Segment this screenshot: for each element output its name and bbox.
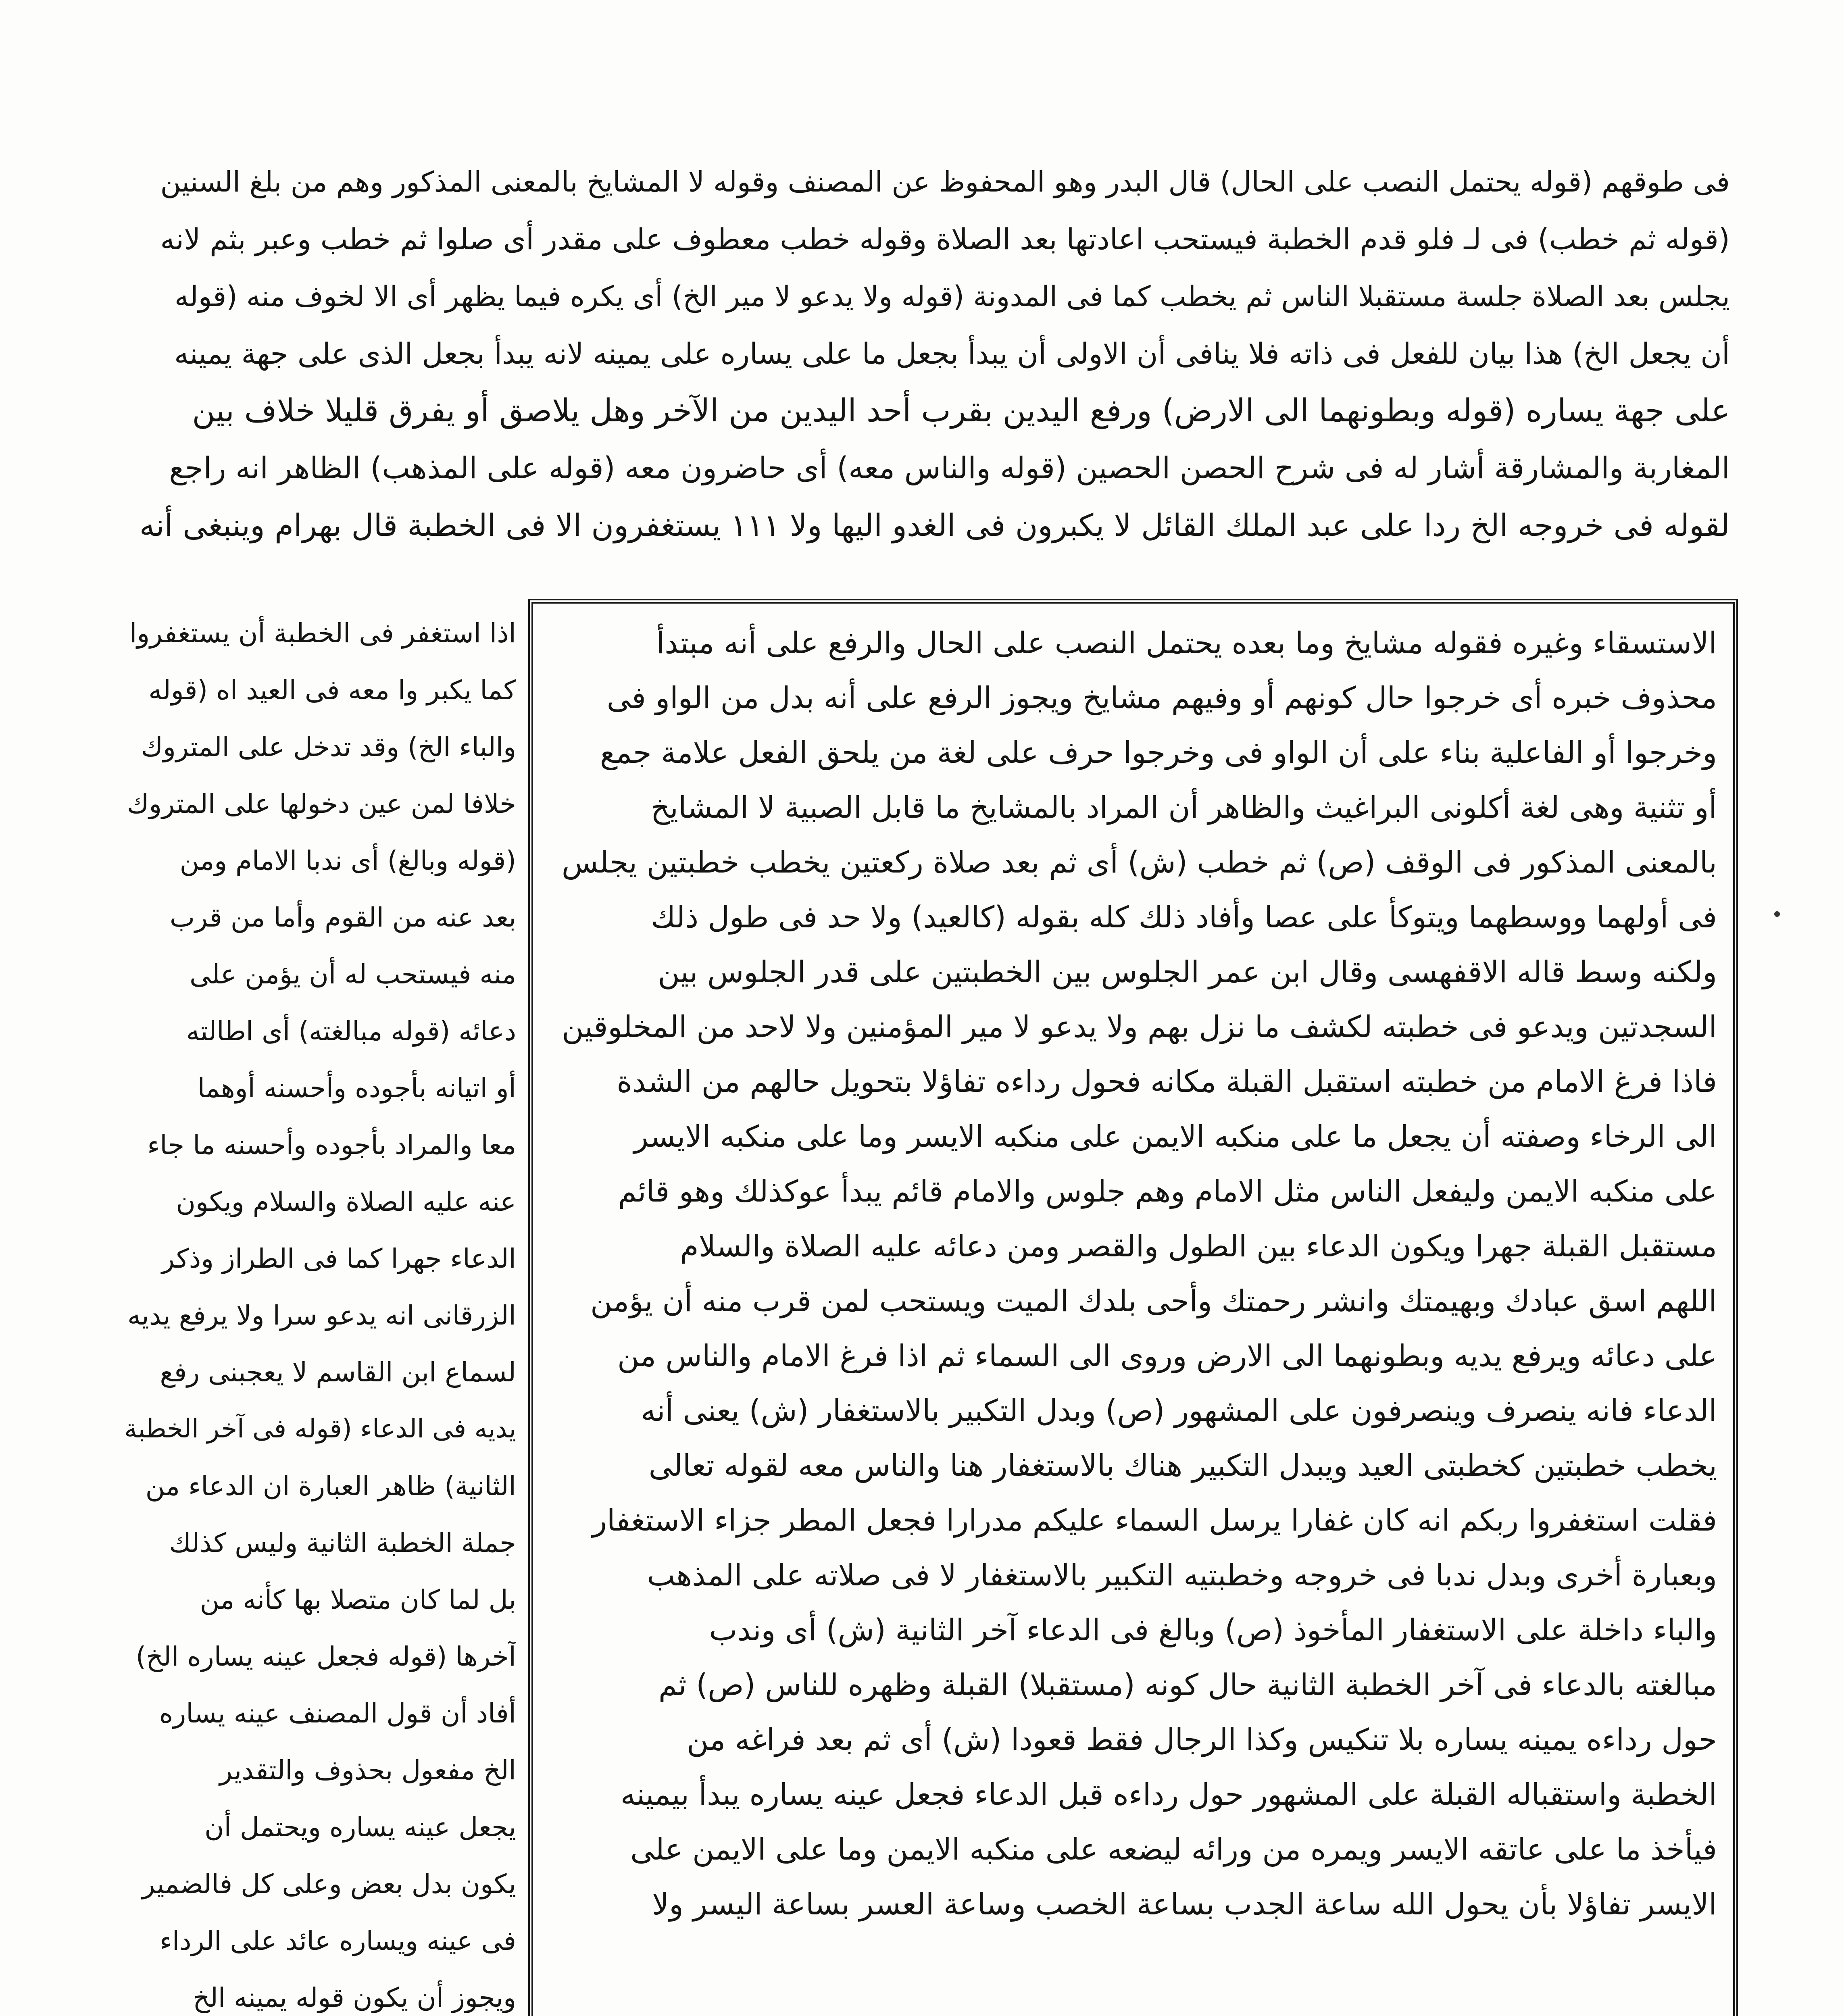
top-line-4: أن يجعل الخ) هذا بيان للفعل فى ذاته فلا ينافى أن الاولى أن يبدأ بجعل ما على يساره على يمينه لانه يبدأ بجعل الذى على جهة يمينه <box>174 337 1730 371</box>
main-line: وخرجوا أو الفاعلية بناء على أن الواو فى وخرجوا حرف على لغة من يلحق الفعل علامة جمع <box>600 735 1717 770</box>
main-line: فقلت استغفروا ربكم انه كان غفارا يرسل السماء عليكم مدرارا فجعل المطر جزاء الاستغفار <box>592 1503 1717 1538</box>
main-line: على دعائه ويرفع يديه وبطونهما الى الارض وروى الى السماء ثم اذا فرغ الامام والناس من <box>617 1339 1717 1373</box>
margin-line: والباء الخ) وقد تدخل على المتروك <box>141 731 516 762</box>
margin-line: بل لما كان متصلا بها كأنه من <box>200 1584 516 1615</box>
main-line: الخطبة واستقباله القبلة على المشهور حول رداءه قبل الدعاء فجعل عينه يساره يبدأ بيمينه <box>620 1777 1717 1812</box>
scan-speck <box>1774 911 1780 917</box>
top-line-6: المغاربة والمشارقة أشار له فى شرح الحصن الحصين (قوله والناس معه) أى حاضرون معه (قوله على المذهب) الظاهر انه راجع <box>169 451 1730 485</box>
main-line: يخطب خطبتين كخطبتى العيد ويبدل التكبير هناك بالاستغفار هنا والناس معه لقوله تعالى <box>648 1448 1717 1483</box>
main-line: الاستسقاء وغيره فقوله مشايخ وما بعده يحتمل النصب على الحال والرفع على أنه مبتدأ <box>656 626 1717 660</box>
top-line-7: لقوله فى خروجه الخ ردا على عبد الملك القائل لا يكبرون فى الغدو اليها ولا ١١١ يستغفرون الا فى الخطبة قال بهرام وينبغى أنه <box>139 507 1730 543</box>
top-line-5: على جهة يساره (قوله وبطونهما الى الارض) ورفع اليدين بقرب أحد اليدين من الآخر وهل يلاصق أو يفرق قليلا خلاف بين <box>192 393 1730 429</box>
margin-line: أو اتيانه بأجوده وأحسنه أوهما <box>197 1073 516 1104</box>
margin-line: الخ مفعول بحذوف والتقدير <box>219 1755 516 1786</box>
margin-line: منه فيستحب له أن يؤمن على <box>190 959 516 990</box>
margin-line: خلافا لمن عين دخولها على المتروك <box>127 788 516 819</box>
main-line: مستقبل القبلة جهرا ويكون الدعاء بين الطول والقصر ومن دعائه عليه الصلاة والسلام <box>680 1229 1717 1264</box>
main-line: والباء داخلة على الاستغفار المأخوذ (ص) وبالغ فى الدعاء آخر الثانية (ش) أى وندب <box>709 1613 1717 1647</box>
main-line: وبعبارة أخرى وبدل ندبا فى خروجه وخطبتيه التكبير بالاستغفار لا فى صلاته على المذهب <box>647 1558 1717 1593</box>
main-text <box>549 616 1717 2016</box>
margin-line: الثانية) ظاهر العبارة ان الدعاء من <box>145 1470 516 1502</box>
main-line: فيأخذ ما على عاتقه الايسر ويمره من ورائه ليضعه على منكبه الايمن وما على الايمن على <box>630 1832 1717 1867</box>
margin-line: يجعل عينه يساره ويحتمل أن <box>204 1812 516 1843</box>
margin-line: الزرقانى انه يدعو سرا ولا يرفع يديه <box>127 1300 516 1331</box>
main-line: اللهم اسق عبادك وبهيمتك وانشر رحمتك وأحى بلدك الميت ويستحب لمن قرب منه أن يؤمن <box>590 1284 1717 1318</box>
top-line-1: فى طوقهم (قوله يحتمل النصب على الحال) قال البدر وهو المحفوظ عن المصنف وقوله لا المشايخ بالمعنى المذكور وهم من بلغ السنين <box>160 165 1730 198</box>
main-line: حول رداءه يمينه يساره بلا تنكيس وكذا الرجال فقط قعودا (ش) أى ثم بعد فراغه من <box>687 1722 1717 1757</box>
margin-line: يكون بدل بعض وعلى كل فالضمير <box>142 1868 516 1899</box>
main-line: محذوف خبره أى خرجوا حال كونهم أو وفيهم مشايخ ويجوز الرفع على أنه بدل من الواو فى <box>606 681 1717 715</box>
main-line: ولكنه وسط قاله الاقفهسى وقال ابن عمر الجلوس بين الخطبتين على قدر الجلوس بين <box>658 955 1717 989</box>
main-line: على منكبه الايمن وليفعل الناس مثل الامام وهم جلوس والامام قائم يبدأ عوكذلك وهو قائم <box>618 1174 1717 1209</box>
main-line: مبالغته بالدعاء فى آخر الخطبة الثانية حال كونه (مستقبلا) القبلة وظهره للناس (ص) ثم <box>658 1668 1717 1702</box>
main-line: فى أولهما ووسطهما ويتوكأ على عصا وأفاد ذلك كله بقوله (كالعيد) ولا حد فى طول ذلك <box>651 900 1717 935</box>
top-line-2: (قوله ثم خطب) فى لـ فلو قدم الخطبة فيستحب اعادتها بعد الصلاة وقوله خطب معطوف على مقدر أى صلوا ثم خطب وعبر بثم لانه <box>160 222 1730 256</box>
margin-line: الدعاء جهرا كما فى الطراز وذكر <box>161 1243 516 1274</box>
main-line: السجدتين ويدعو فى خطبته لكشف ما نزل بهم ولا يدعو لا مير المؤمنين ولا لاحد من المخلوقين <box>562 1010 1717 1044</box>
main-line: الايسر تفاؤلا بأن يحول الله ساعة الجدب بساعة الخصب وساعة العسر بساعة اليسر ولا <box>652 1887 1717 1922</box>
top-commentary <box>133 153 1730 613</box>
margin-line: لسماع ابن القاسم لا يعجبنى رفع <box>160 1357 516 1388</box>
main-line: الى الرخاء وصفته أن يجعل ما على منكبه الايمن على منكبه الايسر وما على منكبه الايسر <box>633 1119 1717 1154</box>
main-line: أو تثنية وهى لغة أكلونى البراغيث والظاهر أن المراد بالمشايخ ما قابل الصبية لا المشايخ <box>650 790 1717 825</box>
margin-line: أفاد أن قول المصنف عينه يساره <box>159 1698 516 1729</box>
main-line: بالمعنى المذكور فى الوقف (ص) ثم خطب (ش) أى ثم بعد صلاة ركعتين يخطب خطبتين يجلس <box>561 845 1717 880</box>
margin-commentary <box>117 605 516 2016</box>
margin-line: اذا استغفر فى الخطبة أن يستغفروا <box>129 618 516 649</box>
margin-line: معا والمراد بأجوده وأحسنه ما جاء <box>147 1129 516 1160</box>
margin-line: دعائه (قوله مبالغته) أى اطالته <box>186 1016 516 1047</box>
margin-line: جملة الخطبة الثانية وليس كذلك <box>169 1527 516 1558</box>
top-line-3: يجلس بعد الصلاة جلسة مستقبلا الناس ثم يخطب كما فى المدونة (قوله ولا يدعو لا مير الخ) أى يكره فيما يظهر أى الا لخوف منه (قوله <box>174 280 1730 313</box>
main-line: الدعاء فانه ينصرف وينصرفون على المشهور (ص) وبدل التكبير بالاستغفار (ش) يعنى أنه <box>641 1393 1717 1428</box>
margin-line: آخرها (قوله فجعل عينه يساره الخ) <box>135 1641 516 1672</box>
margin-line: كما يكبر وا معه فى العيد اه (قوله <box>148 675 516 706</box>
margin-line: فى عينه ويساره عائد على الرداء <box>159 1925 516 1956</box>
main-line: فاذا فرغ الامام من خطبته استقبل القبلة مكانه فحول رداءه تفاؤلا بتحويل حالهم من الشدة <box>617 1064 1717 1099</box>
main-text-frame <box>528 599 1738 2016</box>
margin-line: بعد عنه من القوم وأما من قرب <box>169 902 516 933</box>
margin-line: عنه عليه الصلاة والسلام ويكون <box>176 1186 516 1217</box>
margin-line: (قوله وبالغ) أى ندبا الامام ومن <box>179 845 516 876</box>
margin-line: ويجوز أن يكون قوله يمينه الخ <box>193 1982 516 2013</box>
margin-line: يديه فى الدعاء (قوله فى آخر الخطبة <box>124 1414 516 1444</box>
